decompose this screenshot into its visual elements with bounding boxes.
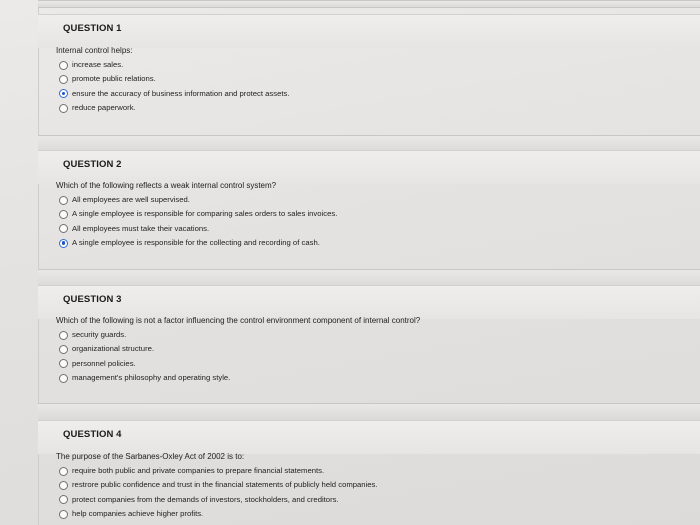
question-2-option-b[interactable] [56,207,337,221]
option-label: ensure the accuracy of business information and protect assets. [72,88,290,98]
question-1-title: QUESTION 1 [63,23,122,34]
option-label: A single employee is responsible for comparing sales orders to sales invoices. [72,209,338,219]
section-divider [38,0,700,8]
question-3-prompt: Which of the following is not a factor influencing the control environment component of internal control? [56,316,421,325]
radio-button-icon[interactable] [59,75,68,84]
section-divider [38,403,700,421]
radio-button-icon[interactable] [59,61,68,70]
question-1-option-c[interactable] [56,87,290,101]
question-4-body [56,449,378,521]
radio-button-icon[interactable] [59,345,68,354]
option-label: A single employee is responsible for the collecting and recording of cash. [72,237,320,247]
question-2-option-d[interactable] [56,236,337,250]
radio-button-icon[interactable] [59,481,68,490]
question-4-option-d[interactable] [56,507,378,521]
radio-button-selected-icon[interactable] [59,239,68,248]
question-1-option-d[interactable] [56,101,290,115]
option-label: All employees are well supervised. [72,195,190,204]
question-3-option-d[interactable] [56,371,420,385]
question-1-body [56,43,290,115]
question-4-option-c[interactable] [56,493,378,507]
option-label: management's philosophy and operating style. [72,372,231,382]
radio-button-icon[interactable] [59,374,68,383]
question-4-option-b[interactable] [56,478,378,492]
radio-button-icon[interactable] [59,224,68,233]
option-label: All employees must take their vacations. [72,223,210,233]
question-3-option-a[interactable] [56,328,420,342]
question-4-option-a[interactable] [56,464,378,478]
question-2-prompt: Which of the following reflects a weak internal control system? [56,181,277,190]
question-3-title: QUESTION 3 [63,294,122,305]
radio-button-selected-icon[interactable] [59,89,68,98]
radio-button-icon[interactable] [59,104,68,113]
option-label: help companies achieve higher profits. [72,508,204,518]
question-2-option-c[interactable] [56,222,337,236]
question-2-body [56,178,337,250]
question-1-option-b[interactable] [56,72,290,86]
option-label: personnel policies. [72,358,136,368]
question-3-body [56,313,420,385]
question-4-title: QUESTION 4 [63,429,122,440]
option-label: protect companies from the demands of investors, stockholders, and creditors. [72,494,339,504]
radio-button-icon[interactable] [59,467,68,476]
option-label: require both public and private companies to prepare financial statements. [72,466,325,475]
radio-button-icon[interactable] [59,510,68,519]
question-2-title: QUESTION 2 [63,159,122,170]
question-3-option-b[interactable] [56,342,420,356]
radio-button-icon[interactable] [59,196,68,205]
question-3-option-c[interactable] [56,357,420,371]
option-label: promote public relations. [72,74,156,84]
question-1-option-a[interactable] [56,58,290,72]
option-label: organizational structure. [72,344,155,354]
question-1-prompt: Internal control helps: [56,46,133,55]
option-label: security guards. [72,330,127,339]
radio-button-icon[interactable] [59,331,68,340]
option-label: restrore public confidence and trust in the financial statements of publicly held companies. [72,480,378,490]
question-2-option-a[interactable] [56,193,337,207]
radio-button-icon[interactable] [59,495,68,504]
radio-button-icon[interactable] [59,359,68,368]
option-label: increase sales. [72,60,124,69]
radio-button-icon[interactable] [59,210,68,219]
question-4-prompt: The purpose of the Sarbanes-Oxley Act of 2002 is to: [56,452,245,461]
option-label: reduce paperwork. [72,102,136,112]
